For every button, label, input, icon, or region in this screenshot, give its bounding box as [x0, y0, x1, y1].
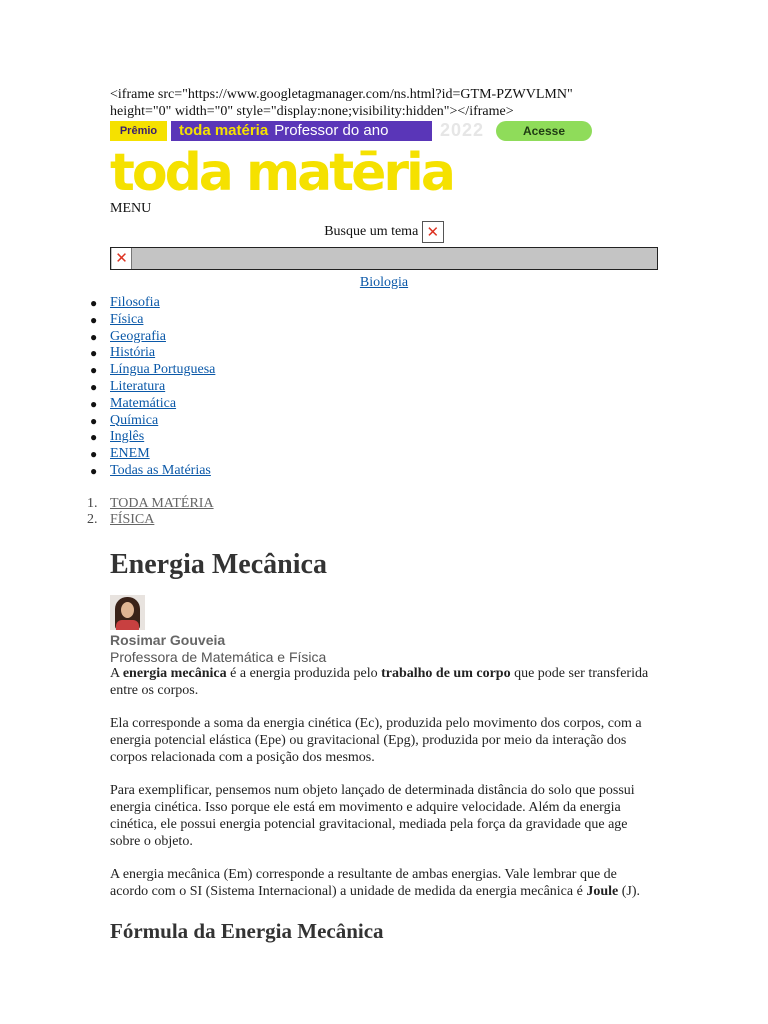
- promo-banner[interactable]: [110, 121, 658, 143]
- subject-link[interactable]: Filosofia: [110, 295, 160, 310]
- bullet-icon: ●: [90, 413, 98, 428]
- text-span: A: [110, 665, 123, 681]
- paragraph: Para exemplificar, pensemos num objeto lançado de determinada distância do solo que possui energia cinética. Isso porque ele está em movimento e adquire velocidade. Além da energia cinética, ele possui energia potencial gravitacional, mediada pela força da gravidade que age sobre o objeto.: [110, 783, 635, 849]
- bullet-icon: ●: [90, 430, 98, 445]
- paragraph: Ela corresponde a soma da energia cinética (Ec), produzida pelo movimento dos corpos, com a energia potencial elástica (Epe) ou gravitacional (Epg), produzida por meio da interação dos corpos relacionada com a posição dos mesmos.: [110, 716, 642, 765]
- search-input[interactable]: [110, 247, 658, 270]
- subject-link[interactable]: Inglês: [110, 429, 145, 445]
- bullet-icon: ●: [90, 329, 98, 344]
- subject-link[interactable]: História: [110, 345, 156, 361]
- author-name[interactable]: Rosimar Gouveia: [110, 631, 226, 648]
- close-icon[interactable]: ✕: [422, 221, 444, 243]
- list-item: [90, 362, 658, 379]
- subject-link[interactable]: Química: [110, 412, 159, 428]
- text-span: A energia mecânica (Em) corresponde a resultante de ambas energias. Vale lembrar que de acordo com o SI (Sistema Internacional) a unidade de medida da energia mecânica é: [110, 867, 617, 900]
- iframe-code-text: <iframe src="https://www.googletagmanager.com/ns.html?id=GTM-PZWVLMN" height="0" width="0" style="display:none;visibility:hidden"></iframe>: [110, 87, 573, 119]
- subject-link[interactable]: Todas as Matérias: [110, 462, 211, 478]
- list-item: [90, 412, 658, 430]
- promo-title-text: Professor do ano: [274, 122, 389, 139]
- avatar-body: [116, 620, 139, 630]
- text-span: é a energia produzida pelo: [226, 665, 382, 681]
- list-item: [90, 395, 658, 413]
- bullet-icon: ●: [90, 312, 98, 327]
- page-content: [87, 86, 658, 944]
- list-item: [90, 429, 658, 446]
- promo-brand: toda matéria: [179, 122, 269, 139]
- breadcrumb-item: [87, 512, 658, 529]
- menu-button[interactable]: MENU: [110, 201, 152, 216]
- list-item: [90, 311, 658, 329]
- list-item: [90, 378, 658, 396]
- article-body: [110, 666, 658, 901]
- list-item: [90, 462, 658, 480]
- subject-link[interactable]: Geografia: [110, 328, 166, 344]
- text-span: (J).: [618, 884, 640, 900]
- subject-link[interactable]: Física: [110, 311, 144, 327]
- list-item: [90, 345, 658, 362]
- search-label: Busque um tema: [324, 224, 419, 240]
- bullet-icon: ●: [90, 379, 98, 394]
- bullet-icon: ●: [90, 396, 98, 411]
- featured-subject-link[interactable]: Biologia: [359, 275, 409, 290]
- list-item: [90, 295, 658, 312]
- text-span: que pode ser transferida entre os corpos.: [110, 665, 649, 698]
- broken-image-icon[interactable]: ✕: [112, 248, 132, 269]
- author-role: Professora de Matemática e Física: [110, 648, 327, 665]
- search-row: [110, 221, 658, 245]
- promo-title: [171, 121, 432, 141]
- bullet-icon: ●: [90, 447, 98, 462]
- subject-link[interactable]: Matemática: [110, 395, 177, 411]
- site-logo[interactable]: toda matēria: [110, 143, 453, 203]
- list-item: [90, 328, 658, 346]
- paragraph: [110, 666, 658, 700]
- breadcrumb-link[interactable]: FÍSICA: [110, 512, 155, 528]
- list-item: [90, 446, 658, 463]
- subject-link[interactable]: Língua Portuguesa: [110, 362, 216, 378]
- subject-link[interactable]: ENEM: [110, 446, 150, 462]
- promo-access-button[interactable]: Acesse: [496, 121, 592, 141]
- promo-premio-tag: Prêmio: [110, 121, 167, 141]
- subjects-list: [90, 295, 658, 480]
- bullet-icon: ●: [90, 363, 98, 378]
- bullet-icon: ●: [90, 463, 98, 478]
- bold-text: trabalho de um corpo: [381, 665, 511, 681]
- bullet-icon: ●: [90, 296, 98, 310]
- breadcrumb-number: 1.: [87, 495, 98, 511]
- featured-subject: [110, 275, 658, 291]
- breadcrumb: [87, 495, 658, 529]
- bold-text: Joule: [586, 884, 619, 900]
- paragraph: [110, 867, 658, 901]
- subject-link[interactable]: Literatura: [110, 378, 166, 394]
- breadcrumb-item: [87, 495, 658, 513]
- section-heading: Fórmula da Energia Mecânica: [110, 918, 384, 943]
- promo-year: 2022: [440, 120, 485, 140]
- avatar-face: [121, 602, 134, 618]
- breadcrumb-link[interactable]: TODA MATÉRIA: [110, 495, 214, 511]
- breadcrumb-number: 2.: [87, 512, 98, 528]
- avatar[interactable]: [110, 595, 145, 630]
- bullet-icon: ●: [90, 346, 98, 361]
- page-title: Energia Mecânica: [110, 548, 327, 580]
- bold-text: energia mecânica: [122, 665, 227, 681]
